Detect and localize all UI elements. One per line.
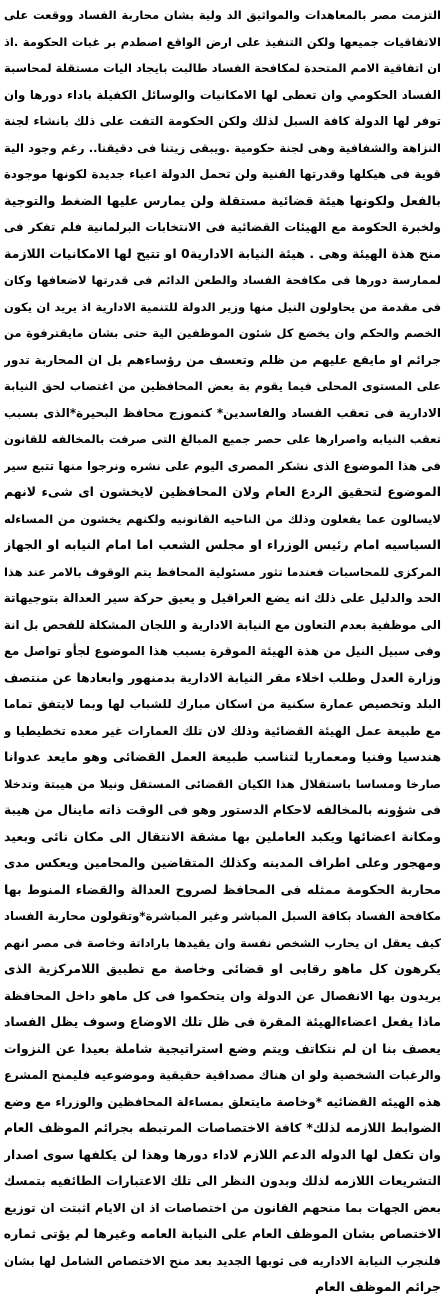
text-line: هندسيا وفنيا ومعماريا لتناسب طبيعة العمل القضائى وهو مايعد عدوانا (4, 749, 441, 764)
text-line: الاختصاص بشان الموظف العام على النيابة العامه وغيرها لم يؤتى ثماره (4, 1226, 441, 1241)
text-line: هذه الهيئه القضائيه *وخاصة مايتعلق بمساءلة المحافظين والوزراء مع وضع (4, 1094, 441, 1109)
text-line: توفر لها الدولة كافة السبل لذلك ولكن الحكومة التفت على ذلك بانشاء لجنة (4, 114, 441, 128)
text-line: يعصف بنا ان لم نتكاتف ويتم وضع استراتيجية شاملة بعيدا عن النزوات (4, 1040, 441, 1056)
text-line: فلنجرب النيابة الاداريه فى ثوبها الجديد بعد منح الاختصاص الشامل لها بشان (4, 1253, 441, 1268)
text-line: الموضوع لتحقيق الردع العام ولان المحافظين لايخشون اى شىء لانهم (4, 484, 441, 499)
text-line: ماذا يفعل اعضاءالهيئة المقرة فى ظل تلك الاوضاع وسوف يظل الفساد (4, 1014, 441, 1029)
text-line: منح هذة الهيئة وهى . هيئة النيابة الادارية0 او تتيح لها الامكانيات اللازمة (4, 245, 441, 261)
text-line: قوية فى هيكلها وقدرتها الفنية ولن تحمل الدولة اعباء جديدة لكونها موجودة (4, 167, 441, 181)
text-line: مع طبيعة عمل الهيئة القضائية وذلك لان تلك العمارات غير معده تخطيطيا و (4, 723, 441, 738)
text-line: جرائم الموظف العام (314, 1279, 441, 1294)
text-line: الفساد الحكومي وان تعطى لها الامكانيات والوسائل الكفيلة باداء دورها وان (4, 87, 441, 102)
text-line: على المستوى المحلى فيما يقوم بة بعض المحافظين من اغتصاب لحق النيابة (4, 379, 441, 393)
text-line: وان تكفل لها الدوله الدعم اللازم لاداء دورها وهذا لن يكلفها سوى اصدار (4, 1147, 441, 1162)
text-line: فى شؤونه بالمخالفه لاحكام الدستور وهو فى الوقت ذاته ماينال من هيبة (4, 803, 441, 817)
text-line: فى مقدمة من يحاولون النيل منها وزير الدولة للتنمية الادارية اذ يريد ان يكون (4, 299, 441, 314)
text-line: لايسالون عما يفعلون وذلك من الناحيه القانونيه ولكنهم يخشون من المساءله (4, 511, 441, 526)
text-line: النزاهة والشفافية وهى لجنة حكومية .ويبقى زيتنا فى دقيقنا.. رغم وجود الية (4, 140, 441, 155)
text-line: الخصم والحكم وان يخضع كل شئون الموظفين الية حتى بشان مايقترفوة من (4, 326, 441, 340)
text-line: كيف يعقل ان يحارب الشخص نفسة وان يقيدها باراداتة وخاصة فى مصر انهم (4, 935, 441, 950)
text-line: الحد والدليل على ذلك انه يضع العراقيل و يعيق حركة سير العدالة بتوجيهاتة (4, 591, 441, 605)
text-line: التشريعات اللازمه لذلك وبدون النظر الى تلك الاعتبارات الطائفيه بتمسك (4, 1174, 441, 1188)
text-line: ومكانة اعضائها ويكبد العاملين بها مشقة الانتقال الى مكان نائى وبعيد (4, 828, 441, 844)
text-line: ومهجور وعلى اطراف المدينه وكذلك المتقاضين والمحامين ويعكس مدى (4, 856, 441, 870)
text-line: المركزى للمحاسبات فعندما تثور مسئولية المحافظ يتم الوقوف بالامر عند هذا (4, 564, 441, 579)
text-line: ان اتفاقية الامم المتحدة لمكافحة الفساد طالبت بايجاد اليات مستقلة لمحاسبة (4, 61, 441, 75)
text-line: بعض الجهات بما منحهم القانون من اختصاصات اذ ان الايام اثبتت ان توزيع (4, 1200, 441, 1215)
text-line: يكرهون كل ماهو رقابى او قضائى وخاصة مع تطبيق اللامركزية الذى (4, 961, 441, 976)
text-line: الى موظفية بعدم التعاون مع النيابة الادارية و اللجان المشكلة للفحص بل انة (4, 617, 441, 632)
text-line: يريدون بها الانفصال عن الدولة وان يتحكموا فى كل ماهو داخل المحافظة (4, 988, 441, 1003)
text-line: ولخبرة الحكومة مع الهيئات القضائية فى الانتخابات البرلمانية فلم تفكر فى (4, 220, 441, 234)
text-line: بالفعل ولكونها هيئة قضائية مستقلة ولن يمارس عليها الضغط والتوجية (4, 192, 441, 208)
text-line: وزارة العدل وطلب اخلاء مقر النيابة الادارية بدمنهور وابعادها عن منتصف (4, 670, 441, 685)
text-line: فى هذا الموضوع الذى نشكر المصرى اليوم على نشره ونرجوا منها تتبع سير (4, 458, 441, 473)
text-line: الضوابط اللازمه لذلك* كافة الاختصاصات المرتبطه بجرائم الموظف العام (4, 1121, 441, 1135)
text-line: محاربة الحكومة ممثله فى المحافظ لصروح العدالة والقضاء المنوط بها (4, 881, 441, 897)
text-line: التزمت مصر بالمعاهدات والمواثيق الد ولية بشان محاربة الفساد ووقعت على (4, 8, 441, 22)
text-line: السياسيه امام رئيس الوزراء او مجلس الشعب اما امام النيابه او الجهاز (4, 537, 441, 552)
text-line: صارخا ومساسا باستقلال هذا الكيان القضائى المستقل ونيلا من هيبتة وتدخلا (4, 776, 441, 791)
text-line: الاتفاقيات جميعها ولكن التنفيذ على ارض الواقع اصطدم بر غبات الحكومة .اذ (4, 34, 441, 49)
text-line: والرغبات الشخصية ولو ان هناك مصداقية حقيقية وموضوعيه فليمنح المشرع (4, 1068, 441, 1082)
text-line: جرائم او مايقع عليهم من ظلم وتعسف من رؤساءهم بل ان المحاربة تدور (4, 352, 441, 367)
text-line: وفى سبيل النيل من هذة الهيئة الموقرة بسبب هذا الموضوع لجأو تواصل مع (4, 644, 441, 658)
text-line: مكافحة الفساد بكافة السبل المباشر وغير المباشرة*وتقولون محاربة الفساد (4, 909, 441, 923)
text-line: تعقب النيابه واصرارها على حصر جميع المبالغ التى صرفت بالمخالفه للقانون (4, 432, 441, 446)
text-line: الادارية فى تعقب الفساد والفاسدين* كنموزج محافظ البحيرة*الذى بسبب (4, 405, 441, 420)
text-line: البلد وتخصيص عمارة سكنية من اسكان مبارك للشباب لها وبما لايتفق تماما (4, 697, 441, 711)
text-line: لممارسة دورها فى مكافحة الفساد والطعن الدائم فى قدرتها لاضعافها وكان (4, 273, 441, 287)
